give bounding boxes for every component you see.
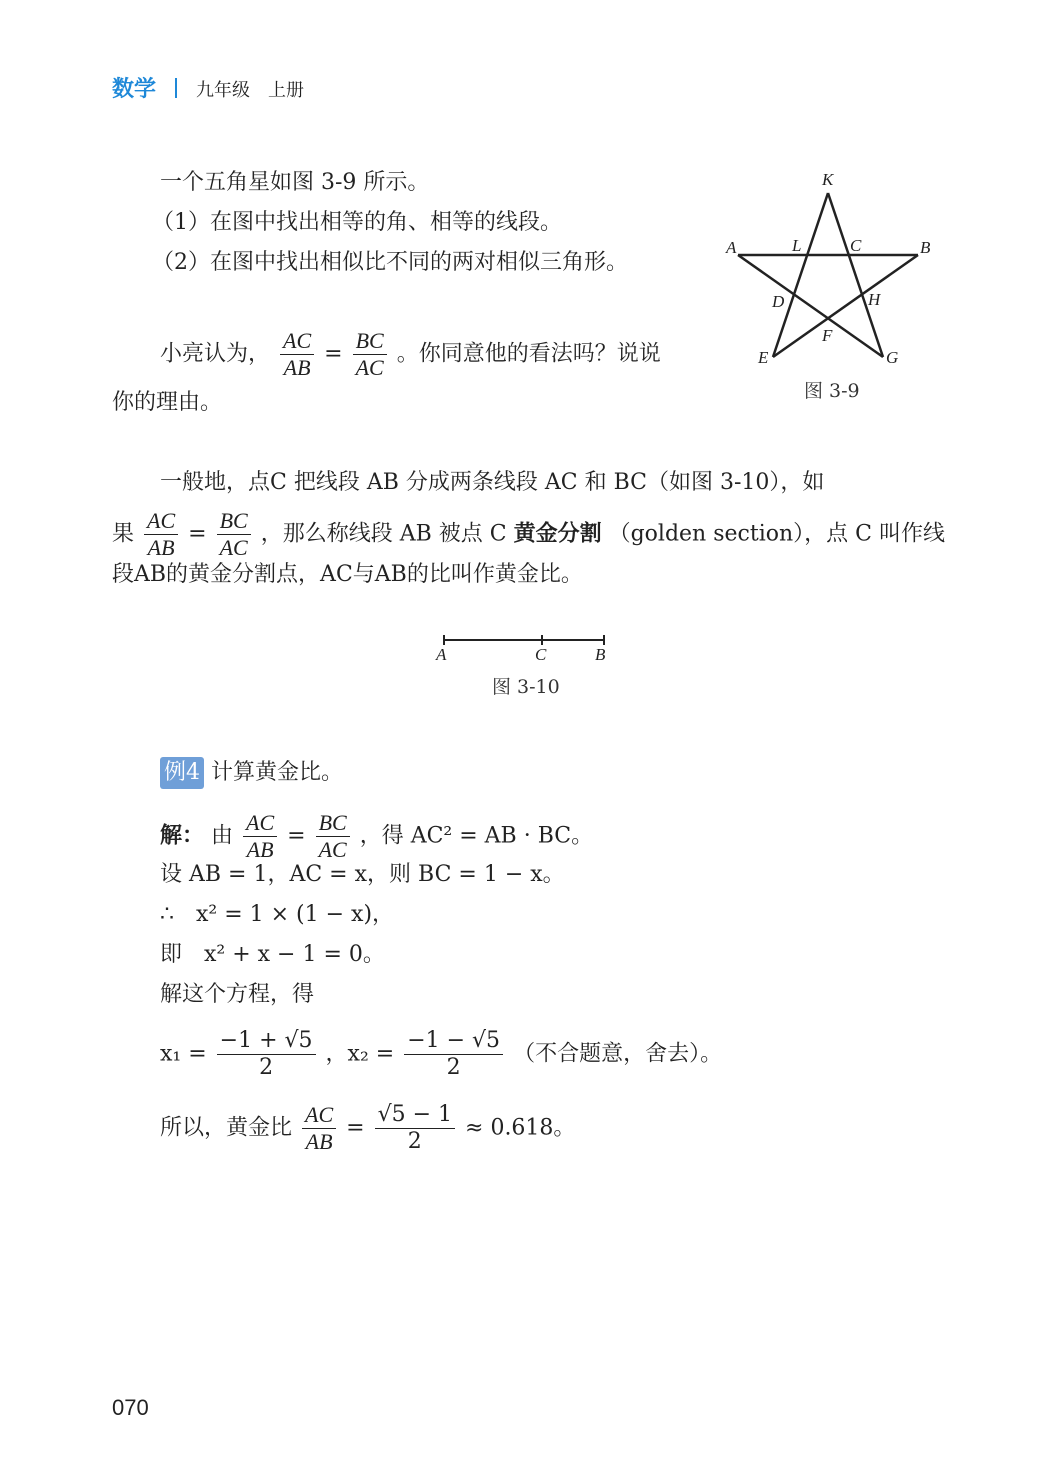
x2-fraction [404,1028,503,1081]
xiaoliang-statement [160,328,661,381]
fraction-numerator: AC [144,508,178,535]
point-label-f: F [822,326,833,345]
header-subject: 数学 [112,76,157,101]
pentagram-figure [720,165,940,365]
solution-final [160,1102,575,1155]
solution-line-1 [160,810,593,863]
final-prefix: 所以，黄金比 [160,1115,293,1141]
definition-line-3: 段AB的黄金分割点，AC与AB的比叫作黄金比。 [112,562,583,587]
fraction-bc-over-ac [217,508,251,561]
fraction-denominator: AB [246,837,274,862]
x2-denominator: 2 [446,1055,461,1080]
equals-sign: = [287,823,306,849]
problem-intro: 一个五角星如图 3-9 所示。 [160,170,430,195]
segment-label-c: C [535,645,547,664]
fraction-ac-over-ab [243,810,277,863]
header-book-title: 九年级 上册 [196,80,304,100]
fraction-denominator: AC [355,355,384,380]
pentagram-edge-ag [738,255,883,357]
golden-ratio-fraction [375,1102,455,1155]
fraction-numerator: BC [353,328,387,355]
x2-label: ，x₂ = [325,1041,395,1067]
solution-suffix: ，得 AC² = AB · BC。 [359,823,594,849]
fraction-ac-over-ab [280,328,314,381]
solution-roots [160,1028,722,1081]
point-label-e: E [758,348,769,365]
fraction-denominator: AC [318,837,347,862]
pentagram-edge-ke [773,193,828,357]
point-label-c: C [850,236,862,255]
fraction-ac-over-ab [144,508,178,561]
definition-line-2-suffix: （golden section），点 C 叫作线 [608,521,945,547]
golden-ratio-denominator: 2 [407,1129,422,1154]
final-suffix: ≈ 0.618。 [465,1115,576,1141]
fraction-denominator: AB [147,535,175,560]
segment-figure [430,630,620,666]
fraction-numerator: AC [302,1102,336,1129]
solution-line-3: ∴ x² = 1 × (1 − x)， [160,902,395,927]
xiaoliang-suffix: 。你同意他的看法吗？说说 [396,341,661,367]
xiaoliang-line-2: 你的理由。 [112,390,223,415]
fraction-numerator: BC [217,508,251,535]
golden-ratio-numerator: √5 − 1 [375,1102,455,1129]
segment-label-b: B [595,645,606,664]
example-heading [160,757,343,789]
figure-3-10-caption: 图 3-10 [492,676,560,698]
example-tag: 例4 [160,757,204,789]
fraction-ac-over-ab [302,1102,336,1155]
x1-numerator: −1 + √5 [217,1028,316,1055]
point-label-h: H [868,290,881,309]
definition-line-2-mid: ，那么称线段 AB 被点 C [260,521,514,547]
x2-numerator: −1 − √5 [404,1028,503,1055]
point-label-l: L [792,236,802,255]
solution-label: 解： [160,822,205,849]
solution-line-5: 解这个方程，得 [160,982,315,1007]
solution-prefix: 由 [211,823,234,849]
definition-line-2-prefix: 果 [112,521,135,547]
header-divider [175,78,177,98]
x1-fraction [217,1028,316,1081]
equals-sign: = [188,521,207,547]
x1-denominator: 2 [259,1055,274,1080]
x2-note: （不合题意，舍去）。 [513,1041,723,1067]
fraction-denominator: AB [283,355,311,380]
solution-line-4: 即 x² + x − 1 = 0。 [160,942,385,967]
fraction-denominator: AB [305,1129,333,1154]
fraction-bc-over-ac [316,810,350,863]
equals-sign: = [324,341,343,367]
example-title: 计算黄金比。 [211,760,344,785]
fraction-bc-over-ac [353,328,387,381]
point-label-b: B [920,238,931,257]
fraction-numerator: AC [243,810,277,837]
pentagram-edge-be [773,255,918,357]
segment-label-a: A [436,645,447,664]
pentagram-edge-kg [828,193,883,357]
definition-line-1: 一般地，点C 把线段 AB 分成两条线段 AC 和 BC（如图 3-10），如 [160,470,825,495]
point-label-k: K [822,170,834,189]
fraction-numerator: AC [280,328,314,355]
page-number: 070 [112,1395,149,1420]
xiaoliang-prefix: 小亮认为， [160,341,271,367]
golden-section-term: 黄金分割 [513,520,602,547]
solution-line-2: 设 AB = 1，AC = x，则 BC = 1 − x。 [160,862,565,887]
point-label-g: G [886,348,899,365]
definition-line-2 [112,508,945,561]
fraction-numerator: BC [316,810,350,837]
problem-question-1: （1）在图中找出相等的角、相等的线段。 [152,210,562,235]
fraction-denominator: AC [219,535,248,560]
point-label-d: D [772,292,785,311]
x1-label: x₁ = [160,1041,207,1067]
figure-3-9-caption: 图 3-9 [804,380,860,402]
problem-question-2: （2）在图中找出相似比不同的两对相似三角形。 [152,250,628,275]
point-label-a: A [726,238,737,257]
equals-sign: = [346,1115,365,1141]
